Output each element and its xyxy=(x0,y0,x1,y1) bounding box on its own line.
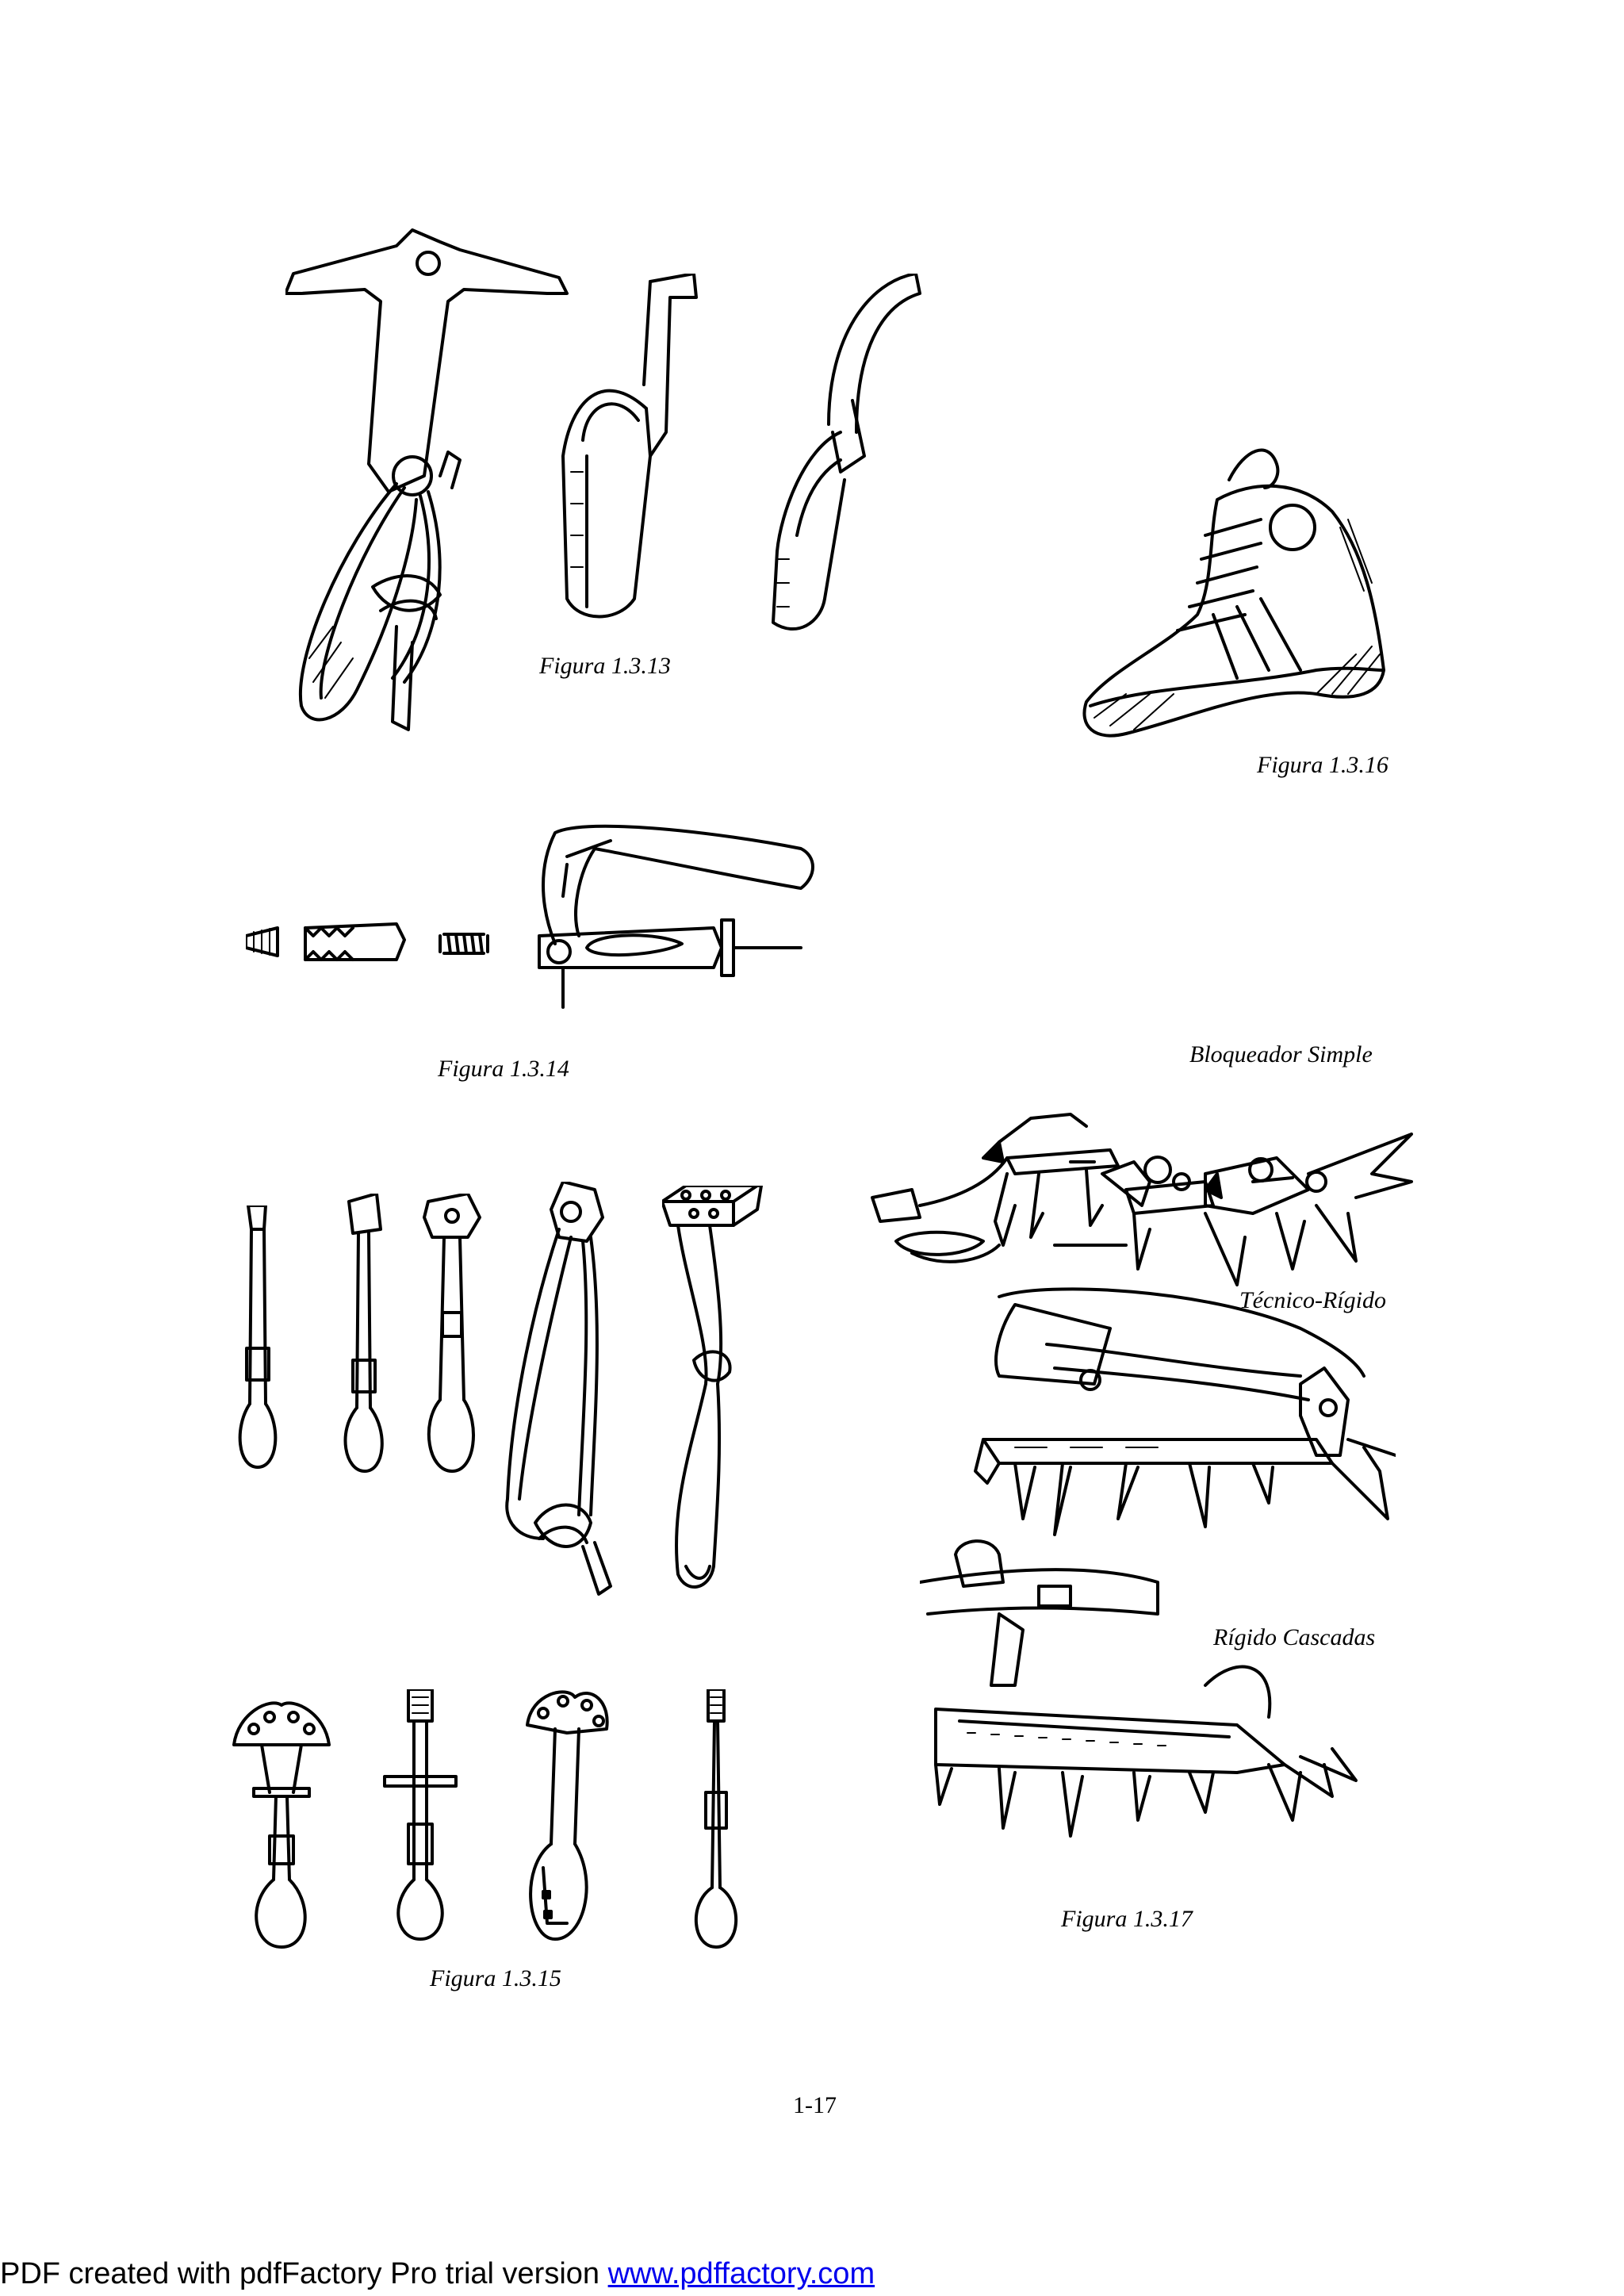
wired-nut-illustration xyxy=(337,1194,393,1479)
figure-caption: Figura 1.3.13 xyxy=(539,653,671,679)
hex-nut-sling-illustration xyxy=(420,1194,492,1479)
wired-nut-illustration xyxy=(234,1205,282,1475)
ice-piton-illustration xyxy=(285,214,571,738)
crampon-label: Bloqueador Simple xyxy=(1189,1041,1373,1068)
page-number: 1-17 xyxy=(793,2092,837,2118)
strap-hook-illustration xyxy=(765,274,924,638)
wired-nut-illustration xyxy=(688,1689,744,1951)
figure-caption: Figura 1.3.16 xyxy=(1257,752,1388,778)
ice-screw-illustration xyxy=(246,817,833,1015)
crampon-rigido-cascadas-illustration xyxy=(920,1527,1364,1860)
crampon-tecnico-rigido-illustration xyxy=(967,1281,1396,1550)
footer-text: PDF created with pdfFactory Pro trial version xyxy=(0,2257,608,2290)
pdffactory-link[interactable]: www.pdffactory.com xyxy=(607,2257,875,2290)
strap-hook-illustration xyxy=(555,274,714,638)
camming-device-illustration xyxy=(230,1697,333,1951)
figure-caption: Figura 1.3.17 xyxy=(1061,1906,1193,1932)
figure-caption: Figura 1.3.14 xyxy=(438,1056,569,1082)
crampon-bloqueador-simple-illustration xyxy=(864,1087,1419,1293)
climbing-shoe-illustration xyxy=(1078,432,1388,742)
crampon-label: Rígido Cascadas xyxy=(1213,1624,1376,1650)
camming-device-illustration xyxy=(519,1685,615,1947)
crampon-label: Técnico-Rígido xyxy=(1239,1287,1386,1313)
pdf-footer-notice xyxy=(0,2259,875,2289)
camming-device-illustration xyxy=(381,1689,460,1943)
hexentric-sling-illustration xyxy=(504,1182,622,1610)
tricam-sling-illustration xyxy=(662,1186,765,1614)
figure-caption: Figura 1.3.15 xyxy=(430,1965,561,1991)
